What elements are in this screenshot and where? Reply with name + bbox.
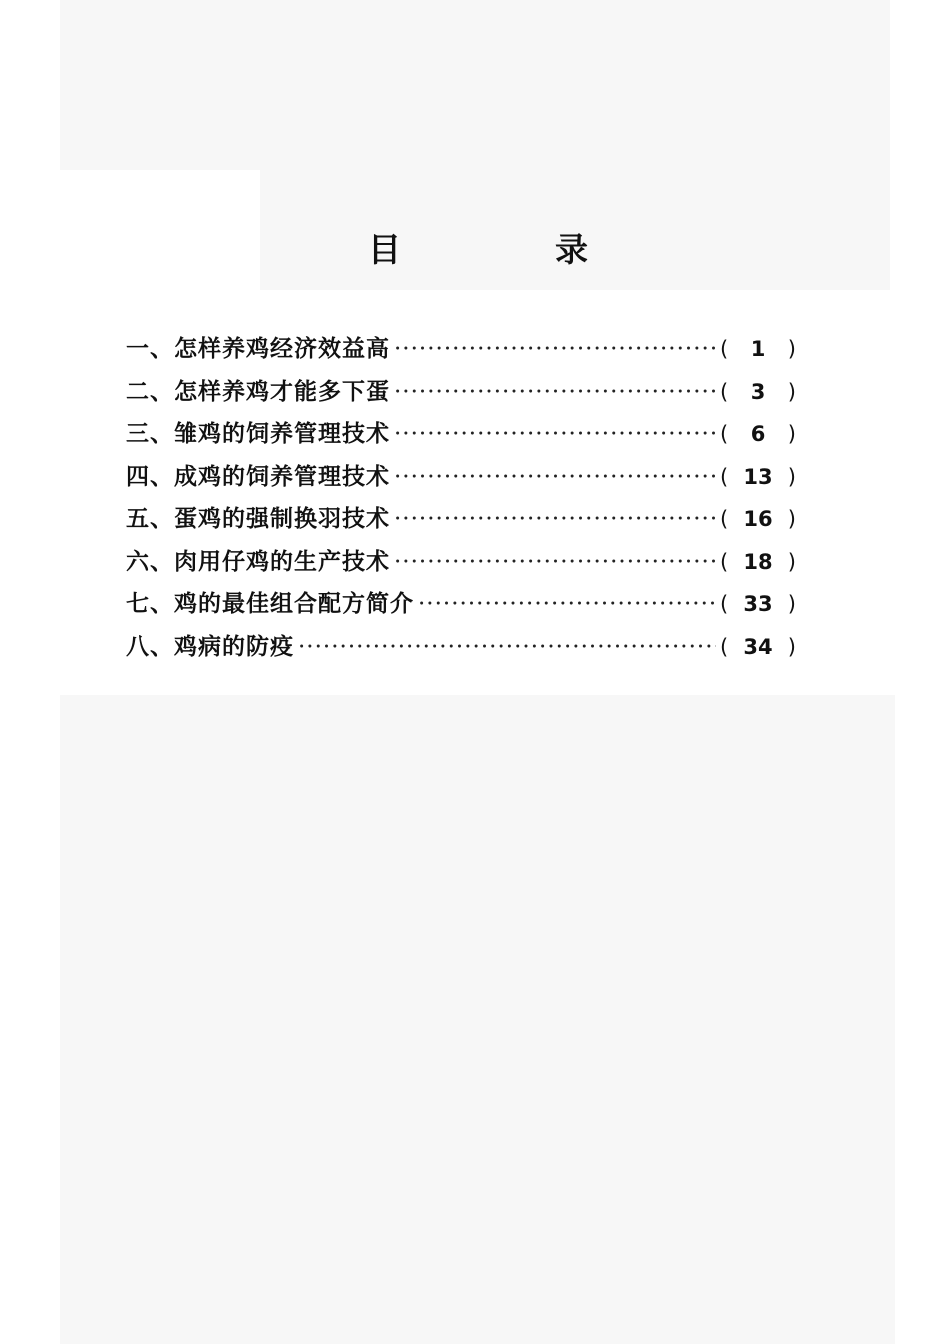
toc-entry-title: 四、成鸡的饲养管理技术 xyxy=(126,462,390,490)
page-number: 6 xyxy=(750,422,766,446)
open-paren: ( xyxy=(720,422,729,446)
toc-entry[interactable] xyxy=(126,585,796,628)
page-number: 16 xyxy=(743,507,773,531)
close-paren: ) xyxy=(787,592,796,616)
open-paren: ( xyxy=(720,634,729,659)
title-char-1: 目 xyxy=(368,229,401,269)
open-paren: ( xyxy=(720,379,729,404)
dot-leader xyxy=(394,379,716,405)
toc-entry[interactable] xyxy=(126,373,796,416)
open-paren: ( xyxy=(720,507,729,531)
dot-leader xyxy=(394,549,716,575)
page-number: 34 xyxy=(743,634,773,659)
close-paren: ) xyxy=(787,422,796,446)
toc-entry-title: 六、肉用仔鸡的生产技术 xyxy=(126,547,390,575)
toc-page-ref xyxy=(720,550,796,574)
toc-entry-title: 七、鸡的最佳组合配方简介 xyxy=(126,590,414,617)
close-paren: ) xyxy=(787,337,796,361)
page-number: 3 xyxy=(750,379,766,404)
toc-entry[interactable] xyxy=(126,415,796,458)
toc-entry[interactable] xyxy=(126,458,796,501)
open-paren: ( xyxy=(720,464,729,489)
toc-entry-title: 一、怎样养鸡经济效益高 xyxy=(126,335,390,362)
toc-entry-title: 五、蛋鸡的强制换羽技术 xyxy=(126,505,390,532)
close-paren: ) xyxy=(787,507,796,531)
dot-leader xyxy=(418,591,716,617)
toc-entry[interactable] xyxy=(126,543,796,586)
toc-entry-title: 八、鸡病的防疫 xyxy=(126,632,294,660)
page-number: 13 xyxy=(743,464,773,489)
open-paren: ( xyxy=(720,337,729,361)
toc-entry-title: 三、雏鸡的饲养管理技术 xyxy=(126,420,390,447)
scan-shading xyxy=(60,0,890,170)
toc-page-ref xyxy=(720,337,796,361)
close-paren: ) xyxy=(787,634,796,659)
dot-leader xyxy=(394,506,716,532)
toc-page-ref xyxy=(720,635,796,659)
toc-page-ref xyxy=(720,380,796,404)
toc-page-ref xyxy=(720,507,796,531)
toc-entry[interactable] xyxy=(126,500,796,543)
title-char-2: 录 xyxy=(555,229,588,269)
toc-page-ref xyxy=(720,465,796,489)
close-paren: ) xyxy=(787,549,796,574)
dot-leader xyxy=(394,421,716,447)
page-number: 18 xyxy=(743,549,773,574)
page-number: 1 xyxy=(750,337,766,361)
page-title xyxy=(368,222,588,272)
toc-page-ref xyxy=(720,592,796,616)
open-paren: ( xyxy=(720,549,729,574)
close-paren: ) xyxy=(787,379,796,404)
dot-leader xyxy=(298,634,716,660)
table-of-contents xyxy=(126,330,796,670)
toc-entry[interactable] xyxy=(126,330,796,373)
page-number: 33 xyxy=(743,592,773,616)
toc-entry-title: 二、怎样养鸡才能多下蛋 xyxy=(126,377,390,405)
dot-leader xyxy=(394,336,716,362)
toc-page-ref xyxy=(720,422,796,446)
dot-leader xyxy=(394,464,716,490)
toc-entry[interactable] xyxy=(126,628,796,671)
open-paren: ( xyxy=(720,592,729,616)
scan-shading xyxy=(60,695,895,1344)
close-paren: ) xyxy=(787,464,796,489)
